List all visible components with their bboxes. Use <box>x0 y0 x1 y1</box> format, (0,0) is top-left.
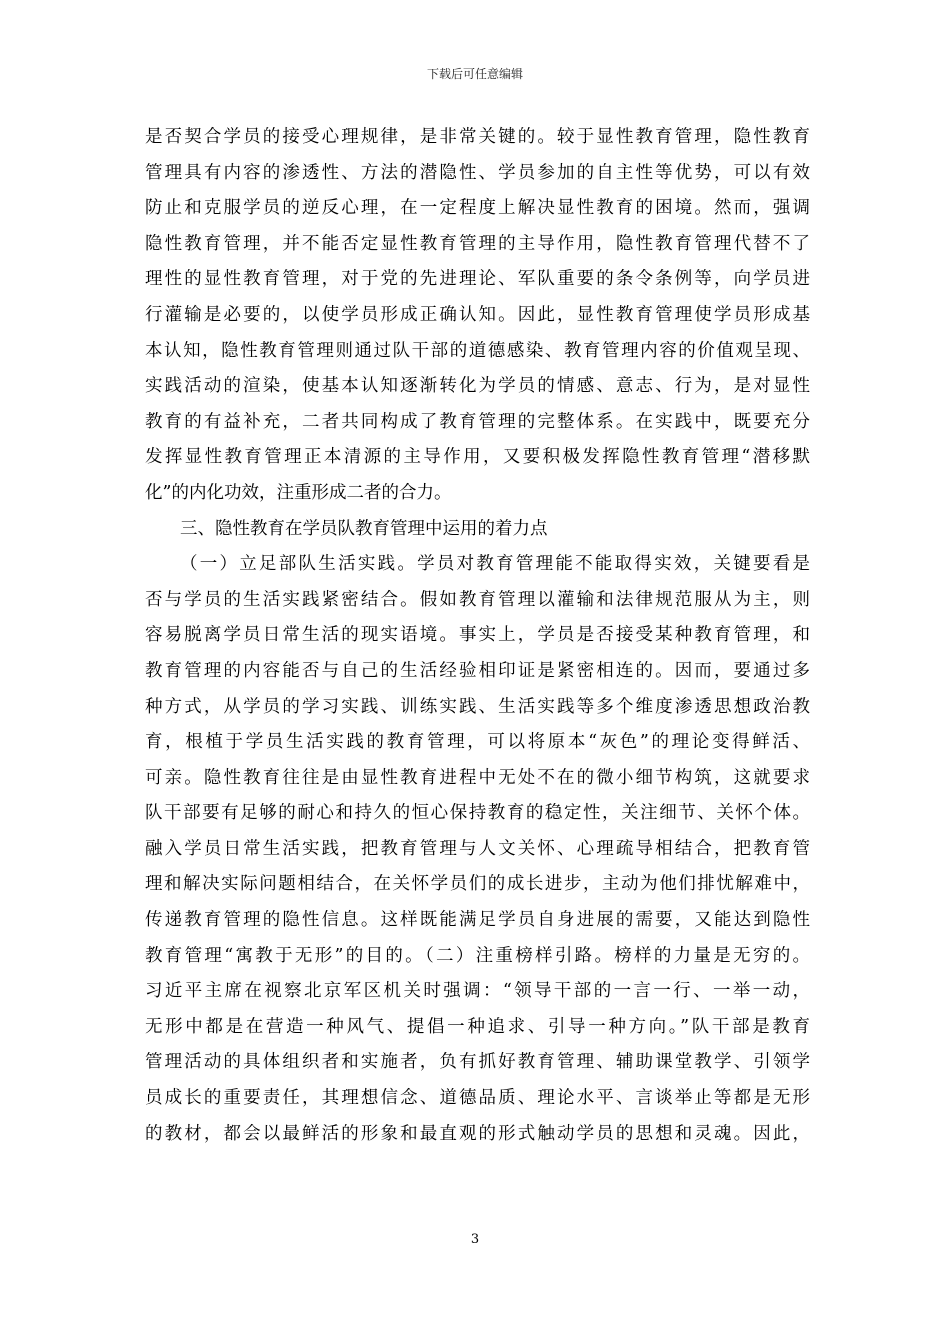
text-line: 可亲。隐性教育往往是由显性教育进程中无处不在的微小细节构筑，这就要求 <box>145 767 810 788</box>
text-line: 发挥显性教育管理正本清源的主导作用，又要积极发挥隐性教育管理“潜移默 <box>145 447 810 468</box>
text-line: 否与学员的生活实践紧密结合。假如教育管理以灌输和法律规范服从为主，则 <box>145 589 810 610</box>
text-line: 传递教育管理的隐性信息。这样既能满足学员自身进展的需要，又能达到隐性 <box>145 910 810 931</box>
text-line: 教育的有益补充，二者共同构成了教育管理的完整体系。在实践中，既要充分 <box>145 411 810 432</box>
text-line: 隐性教育管理，并不能否定显性教育管理的主导作用，隐性教育管理代替不了 <box>145 233 810 254</box>
page-header-note: 下载后可任意编辑 <box>426 67 523 81</box>
text-line: 管理具有内容的渗透性、方法的潜隐性、学员参加的自主性等优势，可以有效 <box>145 162 810 183</box>
text-line: 容易脱离学员日常生活的现实语境。事实上，学员是否接受某种教育管理，和 <box>145 625 810 646</box>
paragraph-first-line: （一）立足部队生活实践。学员对教育管理能不能取得实效，关键要看是 <box>180 554 810 575</box>
text-line: 融入学员日常生活实践，把教育管理与人文关怀、心理疏导相结合，把教育管 <box>145 838 810 859</box>
text-line: 实践活动的渲染，使基本认知逐渐转化为学员的情感、意志、行为，是对显性 <box>145 376 810 397</box>
text-line: 的教材，都会以最鲜活的形象和最直观的形式触动学员的思想和灵魂。因此， <box>145 1123 810 1144</box>
text-line: 管理活动的具体组织者和实施者，负有抓好教育管理、辅助课堂教学、引领学 <box>145 1052 810 1073</box>
text-line: 员成长的重要责任，其理想信念、道德品质、理论水平、言谈举止等都是无形 <box>145 1088 810 1109</box>
text-line: 无形中都是在营造一种风气、提倡一种追求、引导一种方向。”队干部是教育 <box>145 1016 810 1037</box>
text-line: 种方式，从学员的学习实践、训练实践、生活实践等多个维度渗透思想政治教 <box>145 696 810 717</box>
text-line: 行灌输是必要的，以使学员形成正确认知。因此，显性教育管理使学员形成基 <box>145 304 810 325</box>
text-line: 教育管理“寓教于无形”的目的。（二）注重榜样引路。榜样的力量是无穷的。 <box>145 945 810 966</box>
text-line-paragraph-end: 化”的内化功效，注重形成二者的合力。 <box>145 482 452 503</box>
text-line: 本认知，隐性教育管理则通过队干部的道德感染、教育管理内容的价值观呈现、 <box>145 340 810 361</box>
text-line: 理性的显性教育管理，对于党的先进理论、军队重要的条令条例等，向学员进 <box>145 269 810 290</box>
text-line: 防止和克服学员的逆反心理，在一定程度上解决显性教育的困境。然而，强调 <box>145 198 810 219</box>
text-line: 教育管理的内容能否与自己的生活经验相印证是紧密相连的。因而，要通过多 <box>145 660 810 681</box>
text-line: 理和解决实际问题相结合，在关怀学员们的成长进步，主动为他们排忧解难中， <box>145 874 810 895</box>
text-line: 育，根植于学员生活实践的教育管理，可以将原本“灰色”的理论变得鲜活、 <box>145 732 810 753</box>
page-number: 3 <box>470 1232 480 1247</box>
text-line: 习近平主席在视察北京军区机关时强调：“领导干部的一言一行、一举一动， <box>145 981 810 1002</box>
text-line: 队干部要有足够的耐心和持久的恒心保持教育的稳定性，关注细节、关怀个体。 <box>145 803 810 824</box>
body-text <box>145 120 810 1152</box>
section-heading: 三、隐性教育在学员队教育管理中运用的着力点 <box>180 518 548 539</box>
text-line: 是否契合学员的接受心理规律，是非常关键的。较于显性教育管理，隐性教育 <box>145 127 810 147</box>
